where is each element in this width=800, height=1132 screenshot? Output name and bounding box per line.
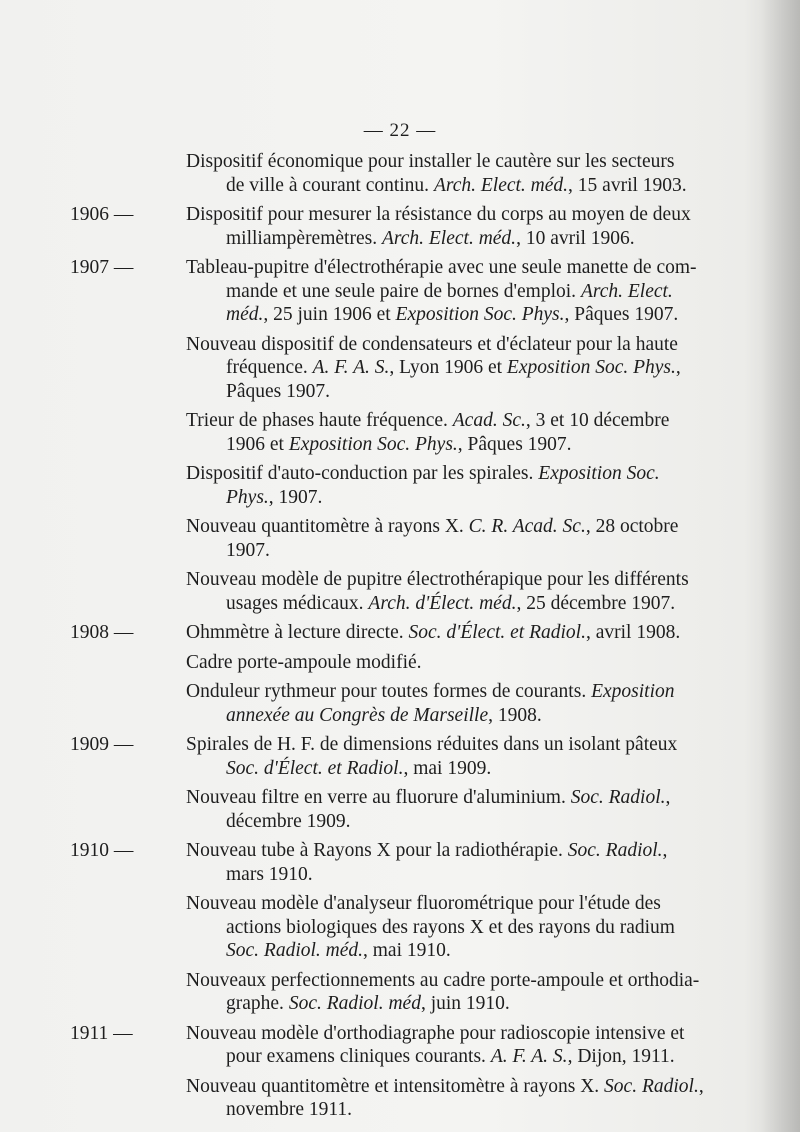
entry-journal: Acad. Sc. (452, 410, 526, 431)
entry-text: mande et une seule paire de bornes d'emploi. (226, 280, 581, 302)
entry-journal: Soc. d'Élect. et Radiol. (226, 757, 404, 779)
list-item (70, 203, 718, 250)
list-item (70, 651, 718, 675)
list-item (70, 1022, 718, 1069)
list-item (70, 733, 718, 780)
bibliography-list (70, 150, 718, 1128)
entry-first-line: Onduleur rythmeur pour toutes formes de courants. (186, 681, 592, 702)
entry-date: , avril 1908. (585, 622, 681, 643)
entry-journal: A. F. A. S. (490, 1046, 568, 1067)
entry-punct: , (675, 357, 681, 378)
entry-date: , Lyon 1906 et (389, 357, 507, 378)
entry-punct: , (662, 840, 668, 861)
entry-first-line: Trieur de phases haute fréquence. (186, 410, 453, 431)
entry-date: , 3 et 10 décembre (525, 410, 670, 431)
entry-journal: Soc. d'Élect. et Radiol. (408, 622, 586, 643)
entry-first-line: Nouveaux perfectionnements au cadre porte-ampoule et orthodia- (186, 969, 700, 991)
entry-first-line: Nouveau quantitomètre et intensitomètre à rayons X. (186, 1075, 605, 1097)
entry-first-line: Nouveau dispositif de condensateurs et d'éclateur pour la haute (186, 333, 678, 355)
entry-year: 1910 — (70, 840, 134, 861)
list-item (70, 462, 718, 509)
entry-journal: C. R. Acad. Sc. (468, 516, 586, 537)
entry-first-line: Nouveau modèle de pupitre électrothérapique pour les différents (186, 569, 689, 590)
entry-journal: Arch. Elect. méd. (433, 174, 569, 196)
page-number: — 22 — (363, 120, 437, 141)
list-item (70, 150, 718, 197)
entry-exposition: Exposition Soc. Phys. (288, 433, 458, 455)
entry-text: actions biologiques des rayons X et des rayons du radium (226, 916, 675, 938)
entry-journal: Soc. Radiol. méd. (226, 940, 364, 961)
entry-punct: , (698, 1075, 704, 1097)
entry-first-line: Dispositif économique pour installer le cautère sur les secteurs (186, 151, 675, 172)
entry-first-line: Spirales de H. F. de dimensions réduites dans un isolant pâteux (186, 734, 678, 755)
entry-first-line: Nouveau quantitomètre à rayons X. (186, 516, 469, 537)
entry-punct: , (665, 787, 671, 808)
entry-first-line: Nouveau tube à Rayons X pour la radiothérapie. (186, 840, 568, 861)
entry-date: , mai 1909. (403, 757, 492, 779)
entry-first-line: Dispositif d'auto-conduction par les spirales. (186, 463, 539, 484)
entry-text: de ville à courant continu. (226, 174, 434, 196)
entry-date: , mai 1910. (363, 940, 451, 961)
entry-text: fréquence. (226, 357, 313, 378)
entry-text: pour examens cliniques courants. (226, 1046, 491, 1067)
entry-date: décembre 1909. (226, 810, 351, 832)
list-item (70, 621, 718, 645)
list-item (70, 256, 718, 327)
entry-date: , Dijon, 1911. (567, 1046, 675, 1067)
entry-journal: Soc. Radiol. (570, 787, 666, 808)
entry-date: , 15 avril 1903. (568, 174, 687, 196)
entry-year: 1909 — (70, 734, 134, 755)
entry-date: , 28 octobre (585, 516, 679, 537)
entry-date: , 25 juin 1906 et (263, 304, 396, 325)
entry-first-line: Nouveau filtre en verre au fluorure d'aluminium. (186, 787, 571, 808)
entry-journal: Arch. d'Élect. méd. (368, 592, 517, 614)
entry-text: usages médicaux. (226, 592, 369, 614)
entry-journal: Arch. Elect. méd. (381, 227, 517, 249)
entry-year: 1907 — (70, 257, 134, 278)
entry-first-line: Nouveau modèle d'orthodiagraphe pour radioscopie intensive et (186, 1022, 685, 1044)
entry-exposition: Exposition Soc. Phys. (395, 304, 565, 325)
entry-date: 1906 et (226, 433, 289, 455)
entry-date: , Pâques 1907. (457, 433, 572, 455)
entry-first-line: Dispositif pour mesurer la résistance du corps au moyen de deux (186, 204, 691, 225)
entry-journal: Arch. Elect. (580, 280, 673, 302)
entry-date: , Pâques 1907. (564, 304, 679, 325)
entry-exposition: Phys. (226, 486, 269, 508)
entry-date: , 1908. (488, 704, 542, 726)
entry-date: , 10 avril 1906. (516, 227, 635, 249)
entry-year: 1906 — (70, 204, 134, 225)
entry-date: 1907. (226, 539, 270, 561)
list-item (70, 409, 718, 456)
entry-date: novembre 1911. (226, 1099, 352, 1120)
entry-year: 1911 — (70, 1022, 133, 1044)
list-item (70, 1075, 718, 1122)
list-item (70, 568, 718, 615)
entry-journal: Soc. Radiol. (567, 840, 663, 861)
entry-exposition: Exposition Soc. Phys. (506, 357, 676, 378)
entry-first-line: Ohmmètre à lecture directe. (186, 622, 409, 643)
list-item (70, 969, 718, 1016)
list-item (70, 333, 718, 404)
entry-journal: méd. (226, 304, 264, 325)
entry-first-line: Cadre porte-ampoule modifié. (186, 651, 422, 673)
entry-date: Pâques 1907. (226, 380, 330, 402)
entry-year: 1908 — (70, 622, 134, 643)
entry-date: mars 1910. (226, 863, 313, 885)
list-item (70, 680, 718, 727)
entry-date: , juin 1910. (420, 993, 510, 1014)
entry-exposition: Exposition Soc. (538, 463, 660, 484)
list-item (70, 892, 718, 963)
entry-date: , 1907. (268, 486, 323, 508)
entry-journal: A. F. A. S. (312, 357, 390, 378)
list-item (70, 786, 718, 833)
page-edge-shadow (760, 0, 800, 1132)
entry-exposition: annexée au Congrès de Marseille (226, 704, 489, 726)
entry-journal: Soc. Radiol. (604, 1075, 699, 1097)
entry-first-line: Nouveau modèle d'analyseur fluorométrique pour l'étude des (186, 893, 661, 914)
entry-journal: Soc. Radiol. méd (288, 993, 421, 1014)
entry-exposition: Exposition (591, 681, 675, 702)
entry-text: milliampèremètres. (226, 227, 382, 249)
entry-text: graphe. (226, 993, 289, 1014)
entry-date: , 25 décembre 1907. (516, 592, 676, 614)
entry-first-line: Tableau-pupitre d'électrothérapie avec une seule manette de com- (186, 257, 697, 278)
list-item (70, 839, 718, 886)
list-item (70, 515, 718, 562)
